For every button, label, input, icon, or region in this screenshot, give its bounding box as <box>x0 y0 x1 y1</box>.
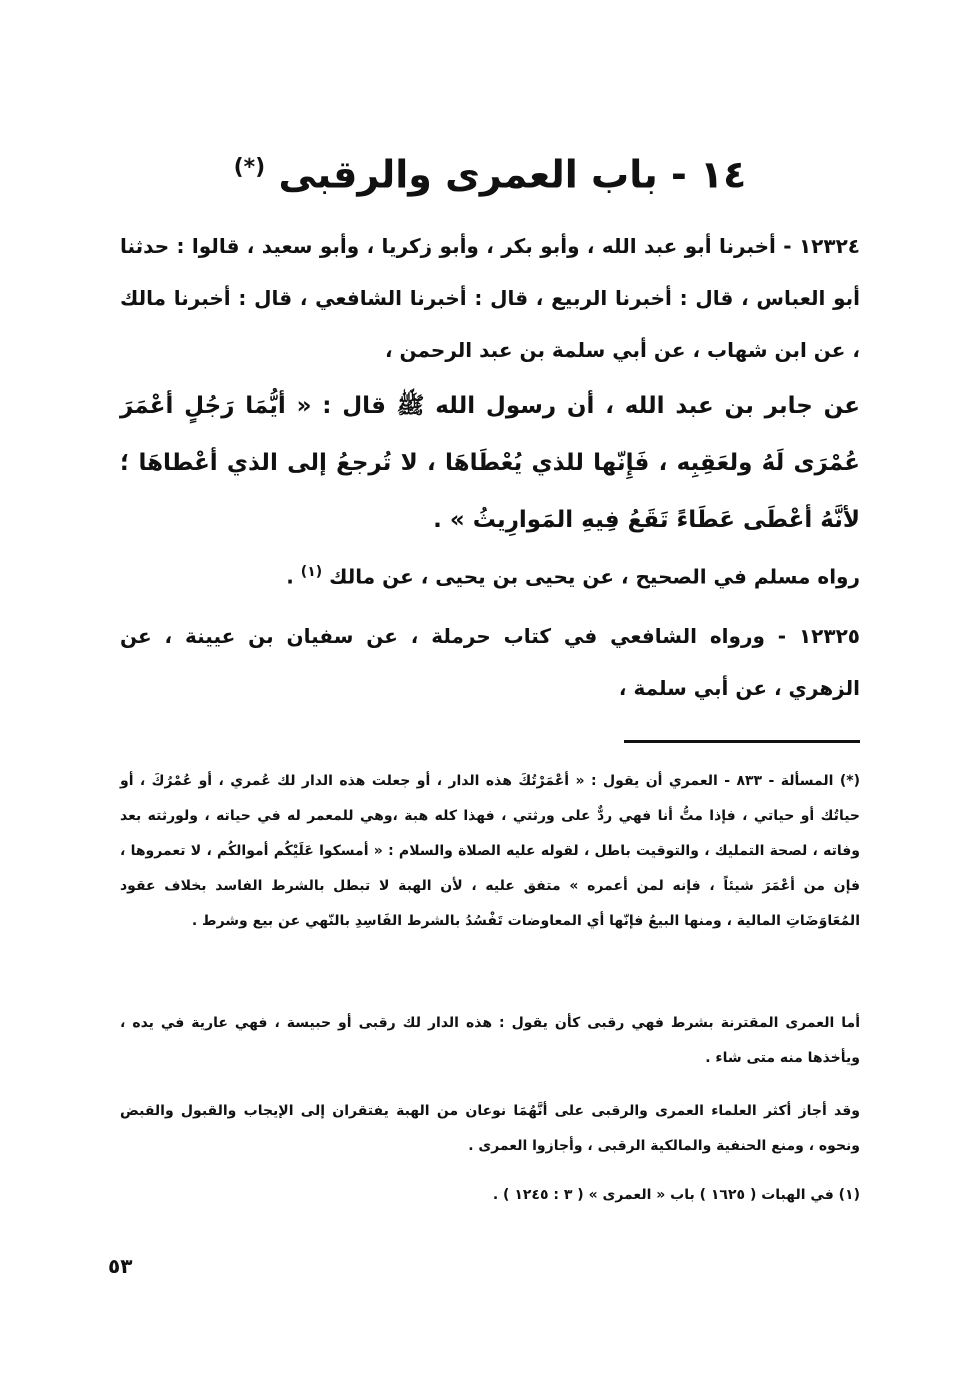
page-number: ٥٣ <box>108 1254 133 1278</box>
footnote-main: (*) المسألة - ٨٣٣ - العمري أن يقول : « أعْمَرْتُكَ هذه الدار ، أو جعلت هذه الدار لك عُمري ، أو عُمْرُكَ ، أو حياتُك أو حياتي ، فإذا متُّ أنا فهي ردٌّ على ورثتي ، فهذا كله هبة ،وهي للمعمر له في حياته ، ولورثته بعد وفاته ، لصحة التمليك ، والتوقيت باطل ، لقوله عليه الصلاة والسلام : « أمسكوا عَلَيْكُم أموالكُم ، لا تعمروها ، فإن من أعْمَرَ شيئاً ، فإنه لمن أعمره » متفق عليه ، لأن الهبة لا تبطل بالشرط الفاسد بخلاف عقود المُعَاوَضَاتِ المالية ، ومنها البيعُ فإنّها أي المعاوضات تَفْسُدُ بالشرط الفَاسِدِ بالنّهي عن بيع وشرط . <box>120 773 860 929</box>
paragraph-12325: ١٢٣٢٥ - ورواه الشافعي في كتاب حرملة ، عن سفيان بن عيينة ، عن الزهري ، عن أبي سلمة ، <box>120 624 860 700</box>
footnote-scholars: وقد أجاز أكثر العلماء العمرى والرقبى على أنَّهُمَا نوعان من الهبة يفتقران إلى الإيجاب والقبول والقبض ونحوه ، ومنع الحنفية والمالكية الرقبى ، وأجازوا العمرى . <box>120 1103 860 1154</box>
narration-note <box>120 546 860 603</box>
footnote-ref: (١) <box>300 564 323 580</box>
paragraph-12324: ١٢٣٢٤ - أخبرنا أبو عبد الله ، وأبو بكر ، وأبو زكريا ، وأبو سعيد ، قالوا : حدثنا أبو العباس ، قال : أخبرنا الربيع ، قال : أخبرنا الشافعي ، قال : أخبرنا مالك ، عن ابن شهاب ، عن أبي سلمة بن عبد الرحمن ، <box>120 234 860 362</box>
footnote-divider <box>624 740 860 743</box>
chapter-title <box>120 142 860 201</box>
narration-note-end: . <box>286 564 294 589</box>
chapter-title-text: ١٤ - باب العمرى والرقبى <box>278 152 747 197</box>
footnote-1: (١) في الهبات ( ١٦٢٥ ) باب « العمرى » ( ٣ : ١٢٤٥ ) . <box>492 1187 860 1203</box>
narration-note-text: رواه مسلم في الصحيح ، عن يحيى بن يحيى ، عن مالك <box>329 564 860 589</box>
hadith-text: عن جابر بن عبد الله ، أن رسول الله ﷺ قال : « أيُّمَا رَجُلٍ أعْمَرَ عُمْرَى لَهُ ولعَقِبِه ، فَإِنّها للذي يُعْطَاهَا ، لا تُرجعُ إلى الذي أعْطاهَا ؛ لأنَّهُ أعْطَى عَطَاءً تَقَعُ فِيهِ المَوارِيثُ » . <box>120 393 860 533</box>
footnote-ruqba: أما العمرى المقترنة بشرط فهي رقبى كأن يقول : هذه الدار لك رقبى أو حبيسة ، فهي عارية في يده ، ويأخذها منه متى شاء . <box>120 1015 860 1066</box>
chapter-title-marker: (*) <box>233 155 266 180</box>
